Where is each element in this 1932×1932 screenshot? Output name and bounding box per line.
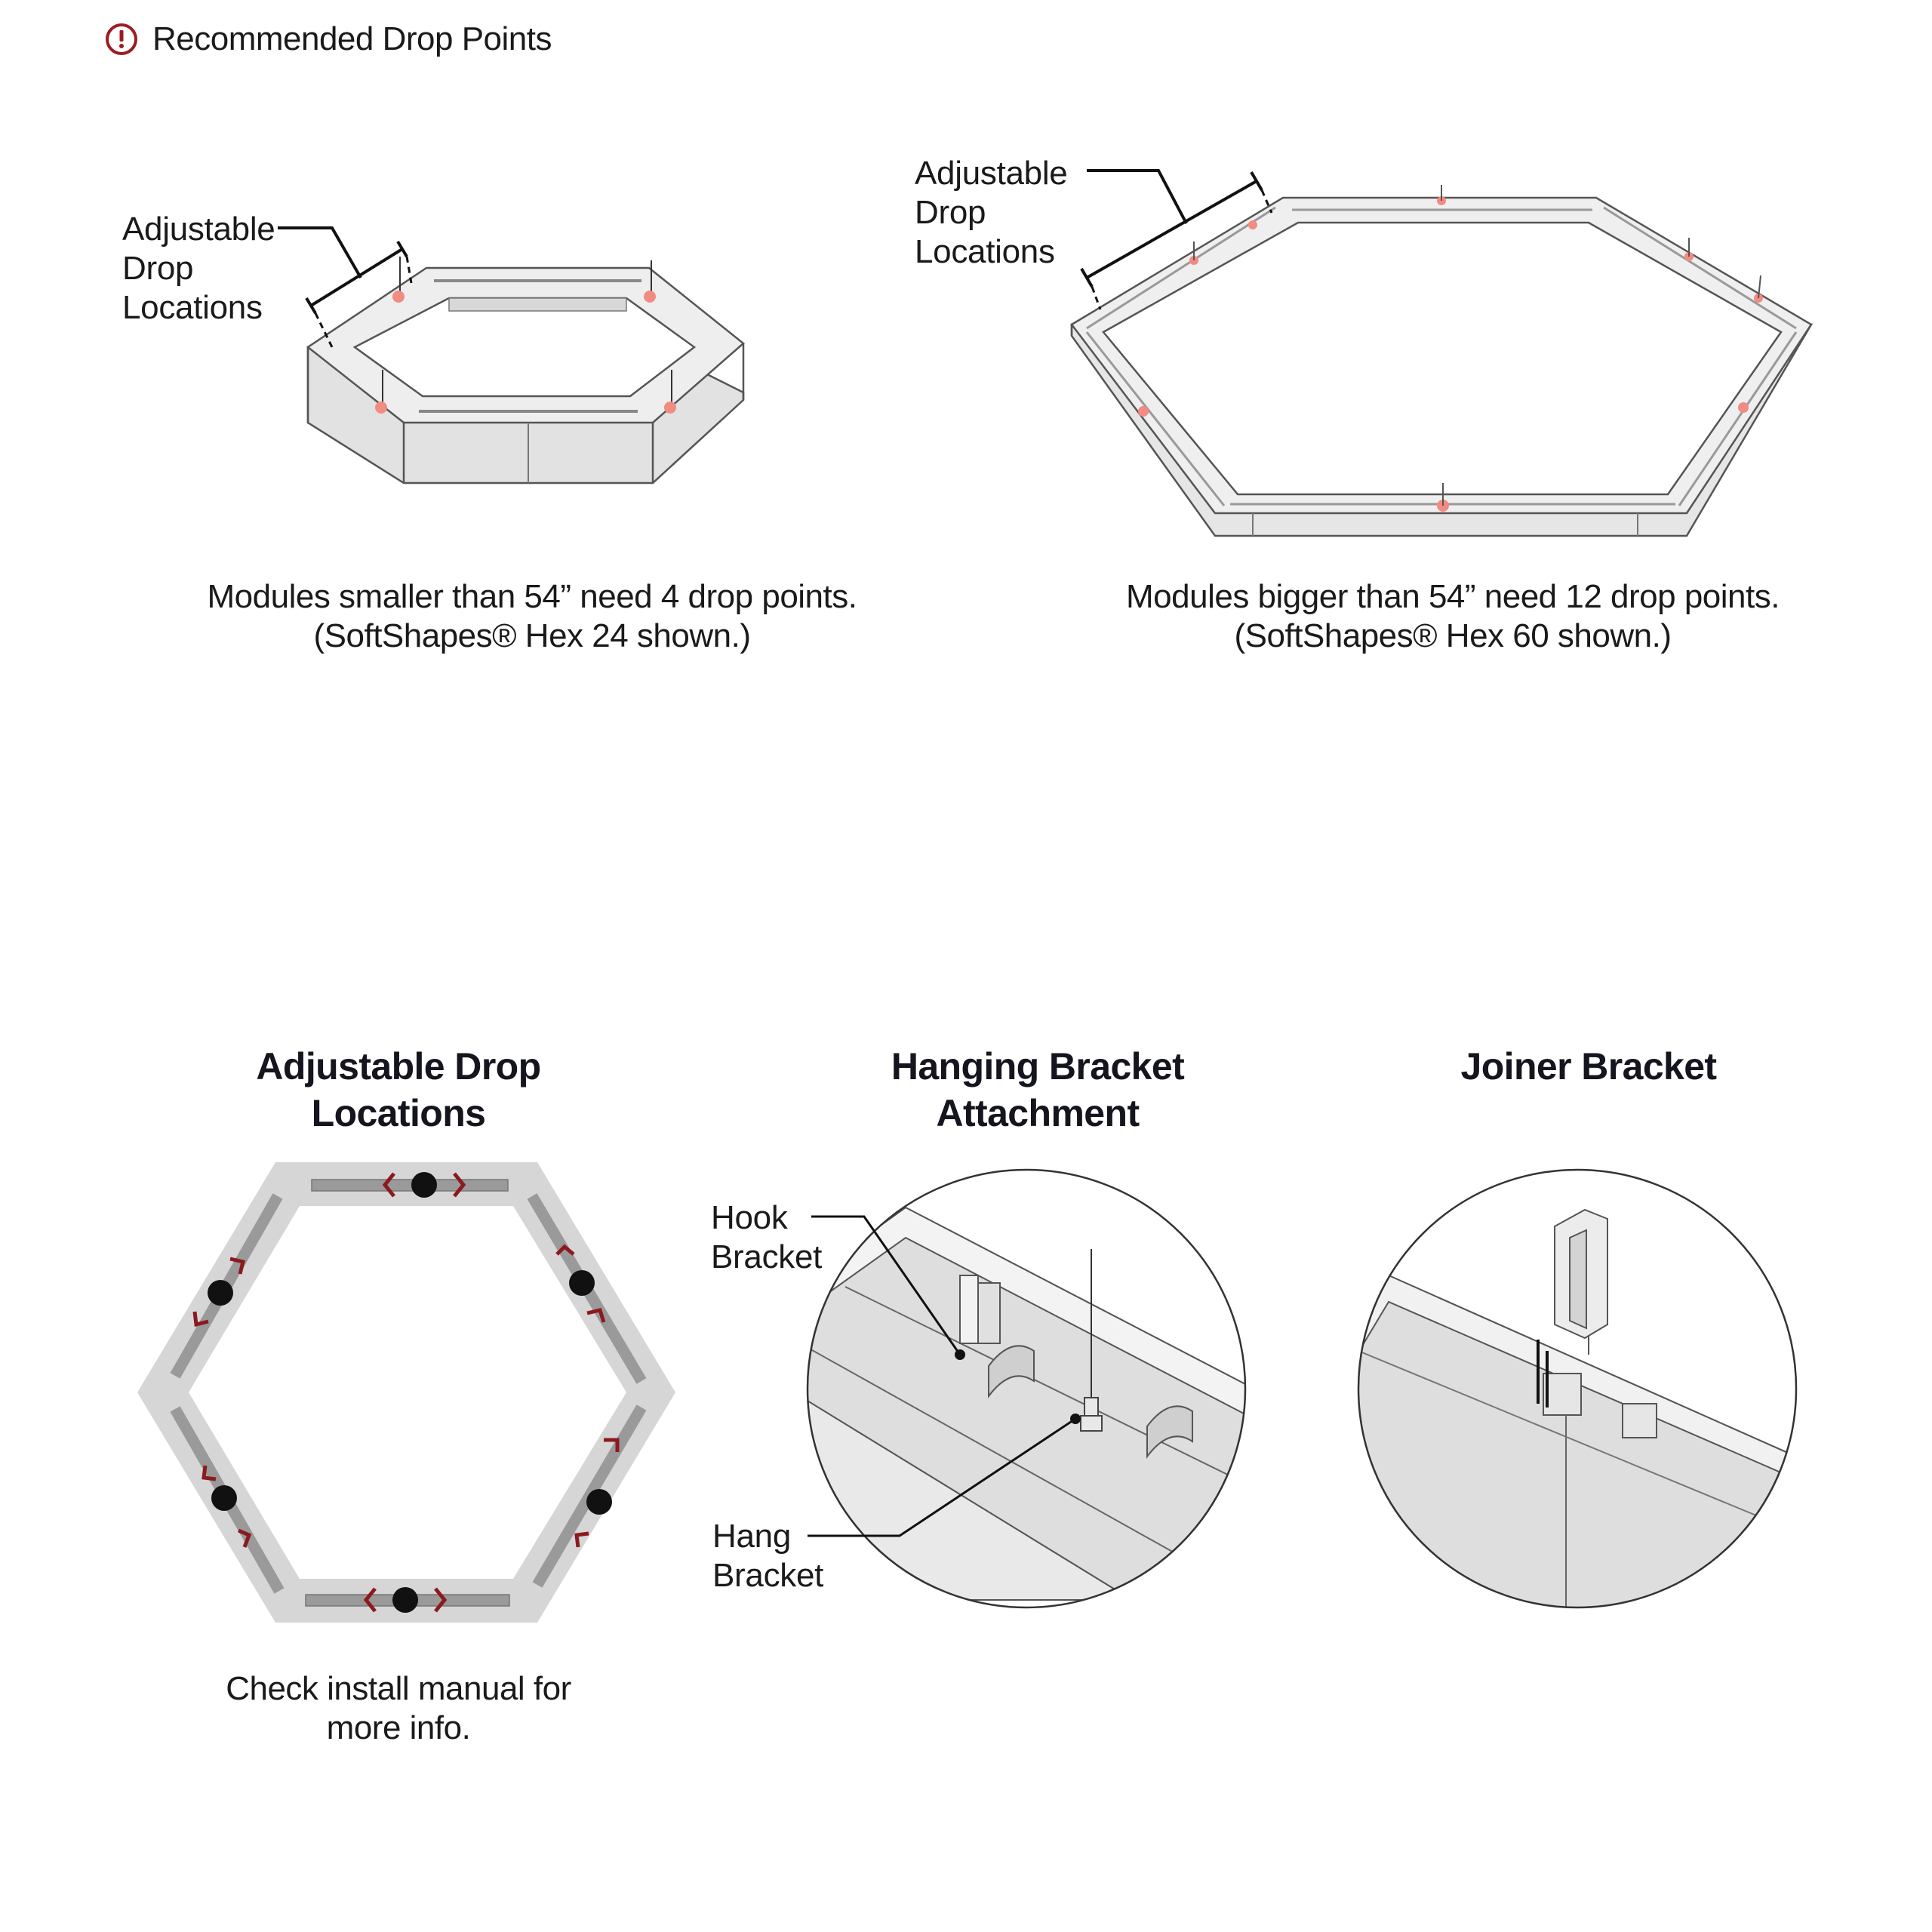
hanging-bracket-title: Hanging Bracket Attachment [891, 1045, 1185, 1134]
adjustable-drop-title: Adjustable Drop Locations [256, 1045, 541, 1134]
drop-locations-hex-diagram [137, 1162, 675, 1623]
large-module-caption-line1: Modules bigger than 54” need 12 drop points. [1126, 578, 1780, 615]
small-hex-module-illustration [278, 228, 743, 483]
install-manual-caption [172, 1669, 625, 1748]
install-manual-caption-line1: Check install manual for [226, 1670, 571, 1707]
section-header-title: Recommended Drop Points [152, 20, 552, 57]
joiner-bracket-detail [1355, 1170, 1796, 1623]
hang-bracket-label: Hang Bracket [712, 1518, 824, 1594]
large-hex-module-illustration [1072, 171, 1811, 536]
large-module-caption-line2: (SoftShapes® Hex 60 shown.) [1234, 617, 1672, 654]
install-manual-caption-line2: more info. [326, 1709, 471, 1746]
small-module-caption-line2: (SoftShapes® Hex 24 shown.) [313, 617, 751, 654]
adjustable-drop-label-large: Adjustable Drop Locations [915, 155, 1068, 270]
hanging-bracket-detail [800, 1170, 1283, 1607]
hook-bracket-label: Hook Bracket [711, 1199, 823, 1275]
adjustable-drop-label-small: Adjustable Drop Locations [122, 211, 275, 326]
large-module-caption [1064, 577, 1841, 656]
small-module-caption-line1: Modules smaller than 54” need 4 drop points. [207, 578, 857, 615]
small-module-caption [143, 577, 921, 656]
joiner-bracket-title: Joiner Bracket [1460, 1045, 1717, 1088]
